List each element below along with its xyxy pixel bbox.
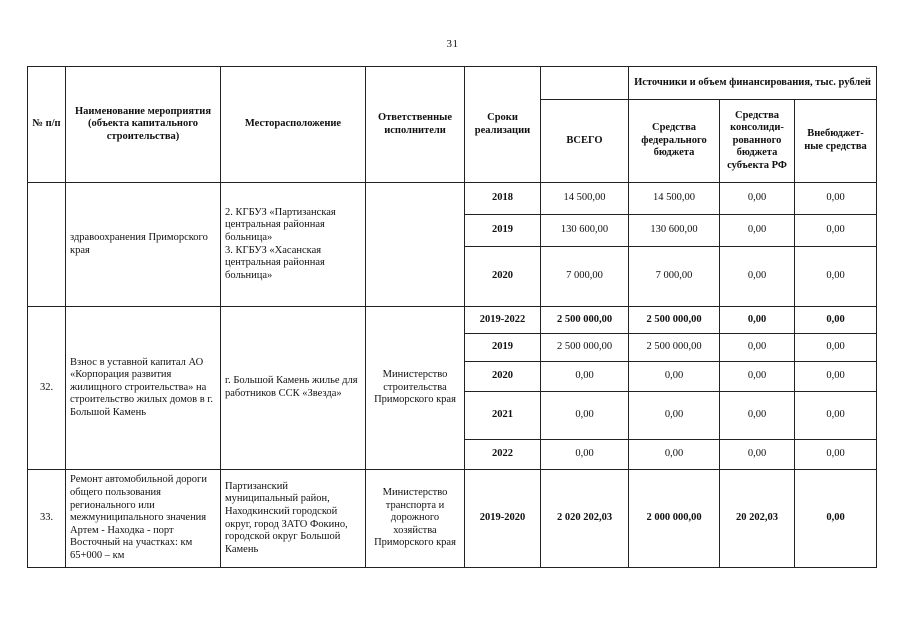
total-cell: 0,00: [541, 362, 629, 392]
year-cell: 2022: [465, 440, 541, 470]
col-header-regional: Средства консолиди-рованного бюджета субъекта РФ: [720, 100, 795, 183]
federal-cell: 2 500 000,00: [629, 307, 720, 334]
project-name-cell: здравоохранения Приморского края: [66, 183, 221, 307]
col-header-location: Месторасположение: [221, 67, 366, 183]
location-cell: 2. КГБУЗ «Партизанская центральная районная больница» 3. КГБУЗ «Хасанская центральная районная больница»: [221, 183, 366, 307]
extra-cell: 0,00: [795, 362, 877, 392]
extra-cell: 0,00: [795, 247, 877, 307]
extra-cell: 0,00: [795, 334, 877, 362]
year-cell: 2019: [465, 215, 541, 247]
table-row: [28, 183, 877, 215]
responsible-cell: [366, 183, 465, 307]
project-name-cell: Взнос в уставной капитал АО «Корпорация развития жилищного строительства» на строительство жилых домов в г. Большой Камень: [66, 307, 221, 470]
header-row-1: [28, 67, 877, 100]
extra-cell: 0,00: [795, 215, 877, 247]
total-cell: 2 500 000,00: [541, 334, 629, 362]
col-header-federal: Средства федерального бюджета: [629, 100, 720, 183]
regional-cell: 0,00: [720, 362, 795, 392]
federal-cell: 2 000 000,00: [629, 470, 720, 568]
extra-cell: 0,00: [795, 183, 877, 215]
regional-cell: 0,00: [720, 334, 795, 362]
regional-cell: 0,00: [720, 247, 795, 307]
year-cell: 2019-2020: [465, 470, 541, 568]
table-row: [28, 470, 877, 568]
regional-cell: 20 202,03: [720, 470, 795, 568]
extra-cell: 0,00: [795, 392, 877, 440]
total-cell: 0,00: [541, 392, 629, 440]
regional-cell: 0,00: [720, 392, 795, 440]
year-cell: 2019-2022: [465, 307, 541, 334]
year-cell: 2019: [465, 334, 541, 362]
row-num-cell: 33.: [28, 470, 66, 568]
col-header-name: Наименование мероприятия (объекта капитального строительства): [66, 67, 221, 183]
location-cell: Партизанский муниципальный район, Находкинский городской округ, город ЗАТО Фокино, городской округ Большой Камень: [221, 470, 366, 568]
extra-cell: 0,00: [795, 470, 877, 568]
federal-cell: 14 500,00: [629, 183, 720, 215]
responsible-cell: Министерство строительства Приморского края: [366, 307, 465, 470]
total-cell: 7 000,00: [541, 247, 629, 307]
regional-cell: 0,00: [720, 307, 795, 334]
federal-cell: 0,00: [629, 392, 720, 440]
year-cell: 2020: [465, 247, 541, 307]
federal-cell: 2 500 000,00: [629, 334, 720, 362]
row-num-cell: 32.: [28, 307, 66, 470]
extra-cell: 0,00: [795, 440, 877, 470]
col-header-terms: Сроки реализации: [465, 67, 541, 183]
year-cell: 2021: [465, 392, 541, 440]
row-num-cell: [28, 183, 66, 307]
financing-table: [27, 66, 877, 568]
col-header-empty: [541, 67, 629, 100]
extra-cell: 0,00: [795, 307, 877, 334]
page-number: 31: [446, 38, 459, 50]
col-header-extra: Внебюджет-ные средства: [795, 100, 877, 183]
regional-cell: 0,00: [720, 183, 795, 215]
responsible-cell: Министерство транспорта и дорожного хозяйства Приморского края: [366, 470, 465, 568]
total-cell: 130 600,00: [541, 215, 629, 247]
total-cell: 2 500 000,00: [541, 307, 629, 334]
federal-cell: 7 000,00: [629, 247, 720, 307]
col-header-num: № п/п: [28, 67, 66, 183]
year-cell: 2020: [465, 362, 541, 392]
project-name-cell: Ремонт автомобильной дороги общего пользования регионального или межмуниципального значения Артем - Находка - порт Восточный на участках: км 65+000 – км: [66, 470, 221, 568]
col-header-sources: Источники и объем финансирования, тыс. рублей: [629, 67, 877, 100]
federal-cell: 0,00: [629, 440, 720, 470]
federal-cell: 0,00: [629, 362, 720, 392]
year-cell: 2018: [465, 183, 541, 215]
total-cell: 14 500,00: [541, 183, 629, 215]
total-cell: 0,00: [541, 440, 629, 470]
col-header-responsible: Ответственные исполнители: [366, 67, 465, 183]
regional-cell: 0,00: [720, 440, 795, 470]
col-header-total: ВСЕГО: [541, 100, 629, 183]
federal-cell: 130 600,00: [629, 215, 720, 247]
total-cell: 2 020 202,03: [541, 470, 629, 568]
table-row: [28, 307, 877, 334]
regional-cell: 0,00: [720, 215, 795, 247]
location-cell: г. Большой Камень жилье для работников ССК «Звезда»: [221, 307, 366, 470]
